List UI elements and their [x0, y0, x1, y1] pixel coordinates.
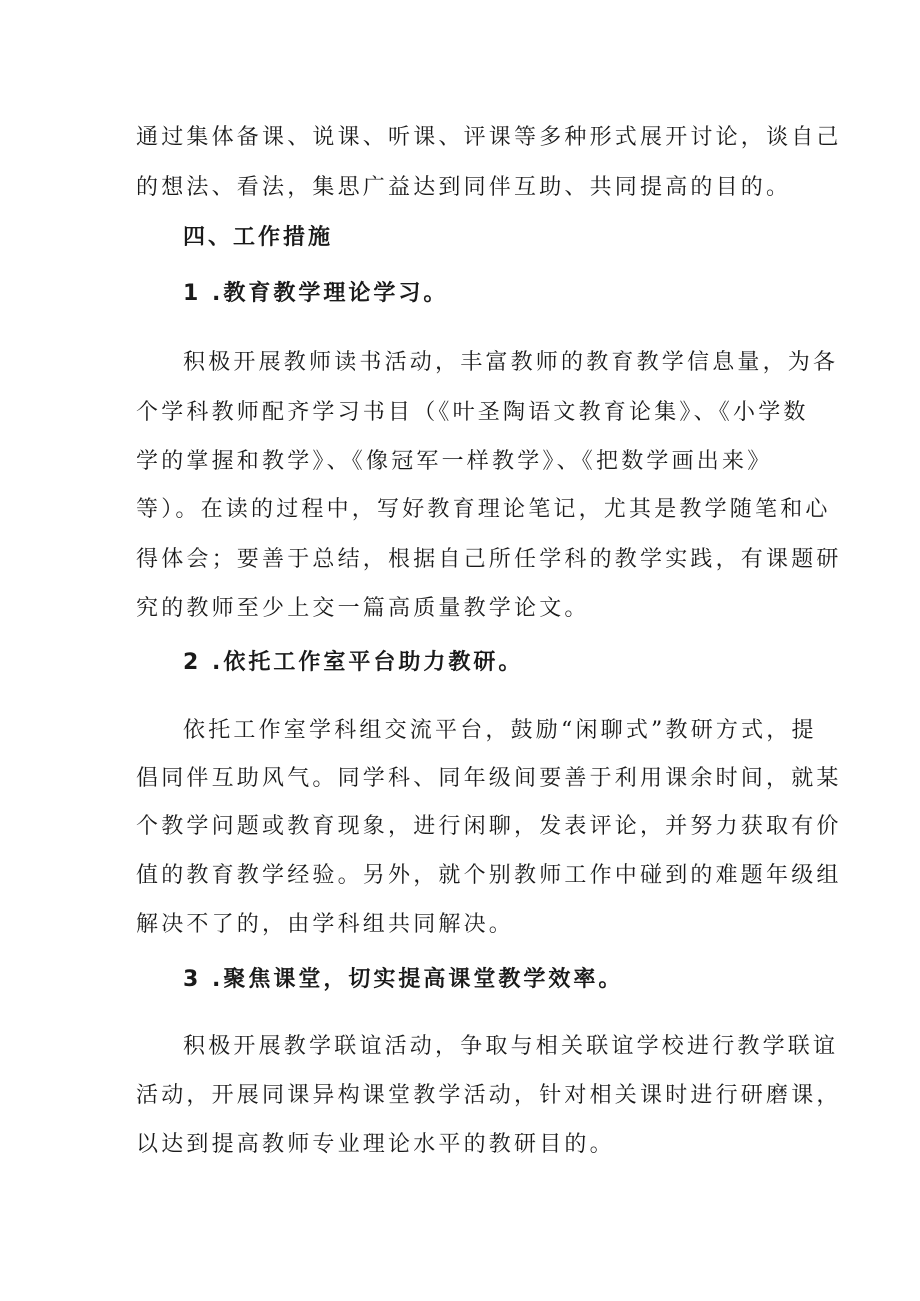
paragraph-line: 个学科教师配齐学习书目（《叶圣陶语文教育论集》、《小学数 [136, 400, 809, 425]
paragraph-line: 得体会；要善于总结，根据自己所任学科的教学实践，有课题研 [136, 547, 842, 572]
paragraph-line: 活动，开展同课异构课堂教学活动，针对相关课时进行研磨课， [136, 1083, 842, 1108]
paragraph-line: 通过集体备课、说课、听课、评课等多种形式展开讨论，谈自己 [136, 125, 842, 150]
paragraph-line: 积极开展教师读书活动，丰富教师的教育教学信息量，为各 [183, 350, 839, 375]
subsection-heading: 3 .聚焦课堂，切实提高课堂教学效率。 [183, 967, 624, 992]
paragraph-line: 学的掌握和教学》、《像冠军一样教学》、《把数学画出来》 [136, 449, 773, 474]
paragraph-line: 等）。在读的过程中，写好教育理论笔记，尤其是教学随笔和心 [136, 497, 831, 522]
paragraph-line: 个教学问题或教育现象，进行闲聊，发表评论，并努力获取有价 [136, 814, 842, 839]
paragraph-line: 倡同伴互助风气。同学科、同年级间要善于利用课余时间，就某 [136, 766, 842, 791]
paragraph-line: 值的教育教学经验。另外，就个别教师工作中碰到的难题年级组 [136, 863, 842, 888]
paragraph-line: 的想法、看法，集思广益达到同伴互助、共同提高的目的。 [136, 175, 792, 200]
paragraph-line: 依托工作室学科组交流平台，鼓励“闲聊式”教研方式，提 [183, 718, 817, 743]
paragraph-line: 究的教师至少上交一篇高质量教学论文。 [136, 596, 590, 621]
section-heading: 四、工作措施 [183, 225, 334, 250]
subsection-heading: 1 .教育教学理论学习。 [183, 281, 449, 306]
paragraph-line: 解决不了的，由学科组共同解决。 [136, 912, 515, 937]
paragraph-line: 以达到提高教师专业理论水平的教研目的。 [136, 1132, 615, 1157]
subsection-heading: 2 .依托工作室平台助力教研。 [183, 650, 524, 675]
paragraph-line: 积极开展教学联谊活动，争取与相关联谊学校进行教学联谊 [183, 1034, 839, 1059]
